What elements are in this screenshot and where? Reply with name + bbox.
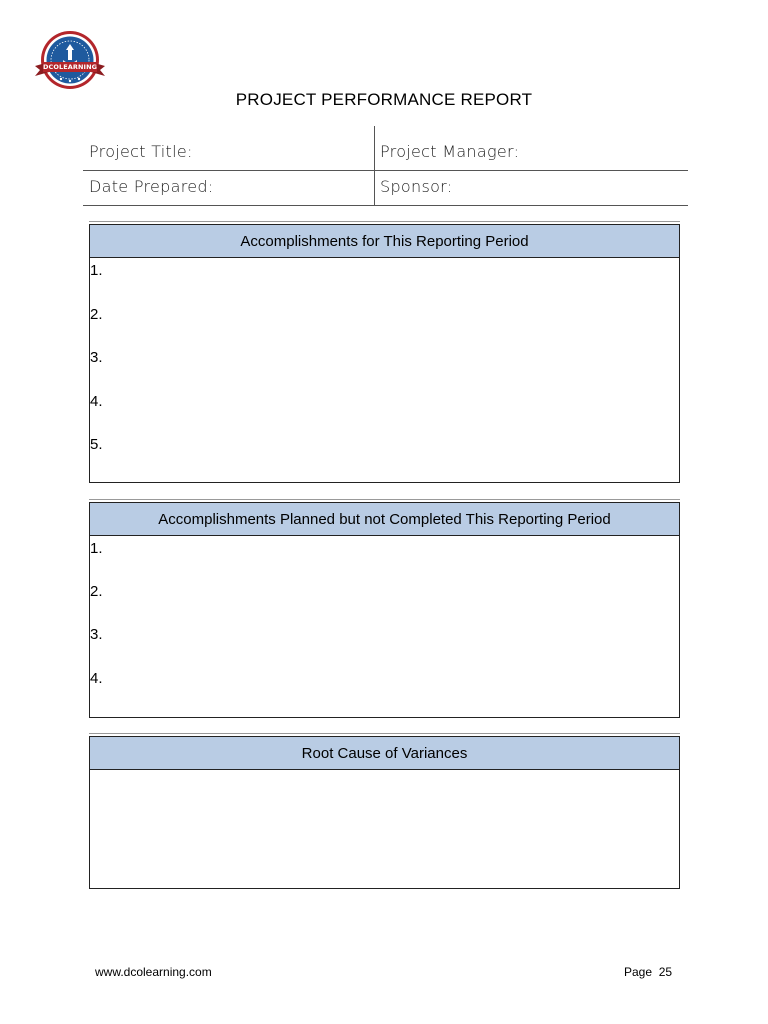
section-heading: Accomplishments for This Reporting Period	[90, 225, 679, 258]
dcolearning-logo-icon	[33, 30, 107, 92]
logo-text: DCOLEARNING	[43, 63, 98, 71]
list-item: 3.	[90, 349, 103, 366]
page-title: PROJECT PERFORMANCE REPORT	[235, 90, 533, 109]
list-item: 2.	[90, 306, 103, 323]
list-item: 1.	[90, 540, 103, 557]
list-item: 3.	[90, 626, 103, 643]
table-divider	[83, 205, 688, 206]
footer-website: www.dcolearning.com	[95, 965, 212, 979]
section-shadow	[89, 499, 680, 500]
project-manager-label: Project Manager:	[380, 142, 520, 161]
accomplishments-section	[89, 224, 680, 483]
page-label: Page	[624, 965, 653, 979]
page-number: 25	[658, 965, 673, 979]
section-shadow	[89, 733, 680, 734]
section-heading: Root Cause of Variances	[90, 737, 679, 770]
list-item: 1.	[90, 262, 103, 279]
list-item: 4.	[90, 393, 103, 410]
section-heading: Accomplishments Planned but not Completed This Reporting Period	[90, 503, 679, 536]
date-prepared-label: Date Prepared:	[89, 177, 214, 196]
root-cause-section	[89, 736, 680, 889]
root-cause-body	[90, 770, 679, 888]
list-item: 5.	[90, 436, 103, 453]
list-item: 2.	[90, 583, 103, 600]
section-shadow	[89, 221, 680, 222]
list-item: 4.	[90, 670, 103, 687]
table-divider	[374, 126, 375, 206]
sponsor-label: Sponsor:	[380, 177, 453, 196]
project-title-label: Project Title:	[89, 142, 193, 161]
table-divider	[83, 170, 688, 171]
planned-not-completed-section	[89, 502, 680, 718]
footer-page	[624, 965, 672, 979]
project-info-table	[83, 126, 688, 206]
